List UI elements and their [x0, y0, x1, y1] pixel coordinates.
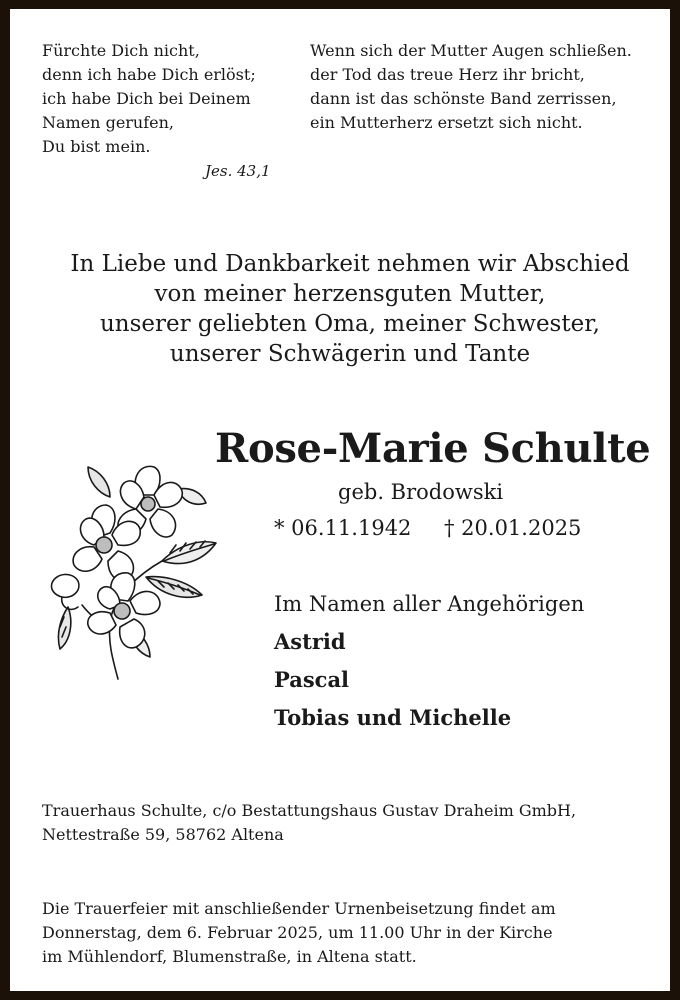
intro-line: In Liebe und Dankbarkeit nehmen wir Abschied [70, 251, 630, 277]
mourner-name: Pascal [274, 667, 350, 692]
mourners-block [274, 585, 584, 737]
verse-line: denn ich habe Dich erlöst; [42, 65, 256, 84]
bible-verse [42, 39, 292, 159]
verse-reference: Jes. 43,1 [205, 162, 271, 180]
poem-line: der Tod das treue Herz ihr bricht, [310, 65, 585, 84]
maiden-name: geb. Brodowski [338, 480, 504, 504]
poem-line: ein Mutterherz ersetzt sich nicht. [310, 113, 583, 132]
intro-line: unserer Schwägerin und Tante [169, 341, 531, 367]
verse-line: ich habe Dich bei Deinem [42, 89, 251, 108]
deceased-name: Rose-Marie Schulte [215, 425, 651, 472]
farewell-intro [30, 249, 670, 369]
birth-date: * 06.11.1942 [274, 516, 412, 540]
service-line: Die Trauerfeier mit anschließender Urnenbeisetzung findet am [42, 899, 556, 918]
poem-line: dann ist das schönste Band zerrissen, [310, 89, 617, 108]
death-date: † 20.01.2025 [444, 516, 582, 540]
mourning-address [42, 799, 662, 847]
address-line: Trauerhaus Schulte, c/o Bestattungshaus Gustav Draheim GmbH, [42, 801, 577, 820]
intro-line: unserer geliebten Oma, meiner Schwester, [99, 311, 600, 337]
verse-line: Namen gerufen, [42, 113, 175, 132]
address-line: Nettestraße 59, 58762 Altena [42, 825, 284, 844]
verse-line: Du bist mein. [42, 137, 151, 156]
funeral-service-notice [42, 897, 662, 969]
service-line: im Mühlendorf, Blumenstraße, in Altena statt. [42, 947, 417, 966]
mourner-name: Astrid [274, 629, 346, 654]
verse-line: Fürchte Dich nicht, [42, 41, 200, 60]
mourner-name: Tobias und Michelle [274, 705, 512, 730]
flower-branch-icon [38, 457, 220, 683]
poem-line: Wenn sich der Mutter Augen schließen. [310, 41, 632, 60]
intro-line: von meiner herzensguten Mutter, [154, 281, 546, 307]
mourners-heading: Im Namen aller Angehörigen [274, 592, 585, 616]
service-line: Donnerstag, dem 6. Februar 2025, um 11.00 Uhr in der Kirche [42, 923, 553, 942]
poem [310, 39, 670, 135]
